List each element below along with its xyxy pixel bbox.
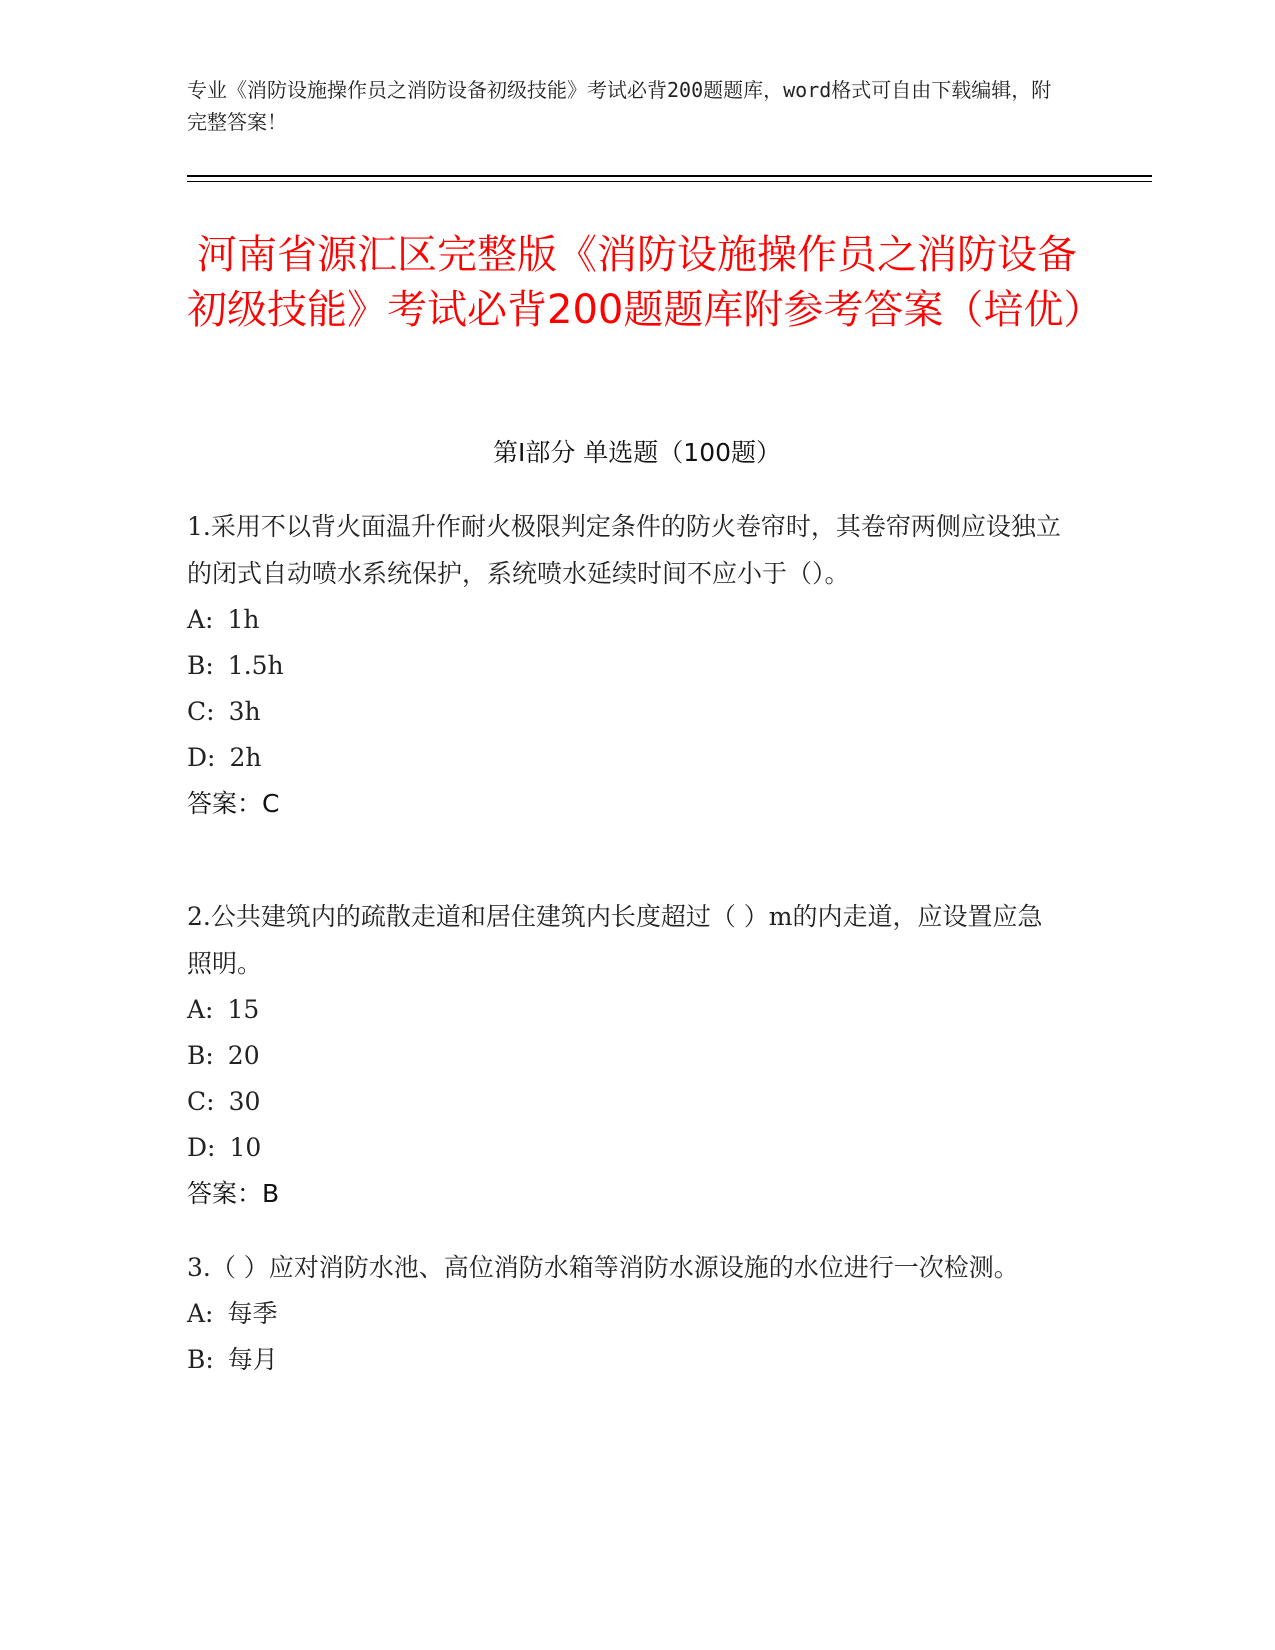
option-text: 每季 — [227, 1299, 278, 1328]
option-text: 15 — [227, 995, 260, 1024]
question-3 — [187, 1244, 1067, 1383]
option-text: 1.5h — [227, 651, 284, 680]
option-letter: A: — [187, 1299, 214, 1328]
question-stem: 1.采用不以背火面温升作耐火极限判定条件的防火卷帘时，其卷帘两侧应设独立的闭式自动喷水系统保护，系统喷水延续时间不应小于（）。 — [187, 512, 1061, 588]
option-letter: B: — [187, 651, 214, 680]
option-b — [187, 1337, 1067, 1383]
option-text: 1h — [227, 605, 260, 634]
header-divider-thin — [187, 181, 1152, 182]
option-letter: B: — [187, 1041, 214, 1070]
option-d — [187, 1125, 1067, 1171]
answer-line: 答案：C — [187, 789, 280, 818]
question-stem: 2.公共建筑内的疏散走道和居住建筑内长度超过（ ）m的内走道，应设置应急照明。 — [187, 902, 1043, 978]
header-note: 专业《消防设施操作员之消防设备初级技能》考试必背200题题库，word格式可自由下载编辑，附完整答案！ — [187, 78, 1052, 134]
question-1 — [187, 503, 1067, 827]
option-letter: A: — [187, 995, 214, 1024]
option-c — [187, 689, 1067, 735]
option-c — [187, 1079, 1067, 1125]
question-stem: 3.（ ）应对消防水池、高位消防水箱等消防水源设施的水位进行一次检测。 — [187, 1253, 1019, 1282]
option-letter: C: — [187, 697, 215, 726]
option-text: 20 — [227, 1041, 260, 1070]
option-letter: D: — [187, 1133, 216, 1162]
question-2 — [187, 893, 1067, 1217]
section-heading: 第Ⅰ部分 单选题（100题） — [492, 438, 782, 467]
document-title: 河南省源汇区完整版《消防设施操作员之消防设备初级技能》考试必背200题题库附参考答案（培优） — [187, 232, 1104, 333]
option-letter: A: — [187, 605, 214, 634]
option-b — [187, 643, 1067, 689]
option-a — [187, 1291, 1067, 1337]
answer-line: 答案：B — [187, 1179, 280, 1208]
header-divider-thick — [187, 175, 1152, 177]
option-a — [187, 597, 1067, 643]
option-letter: D: — [187, 743, 216, 772]
option-text: 2h — [229, 743, 262, 772]
option-a — [187, 987, 1067, 1033]
option-d — [187, 735, 1067, 781]
option-text: 3h — [228, 697, 261, 726]
option-text: 每月 — [227, 1345, 278, 1374]
option-text: 10 — [229, 1133, 262, 1162]
option-text: 30 — [228, 1087, 261, 1116]
option-b — [187, 1033, 1067, 1079]
option-letter: B: — [187, 1345, 214, 1374]
option-letter: C: — [187, 1087, 215, 1116]
